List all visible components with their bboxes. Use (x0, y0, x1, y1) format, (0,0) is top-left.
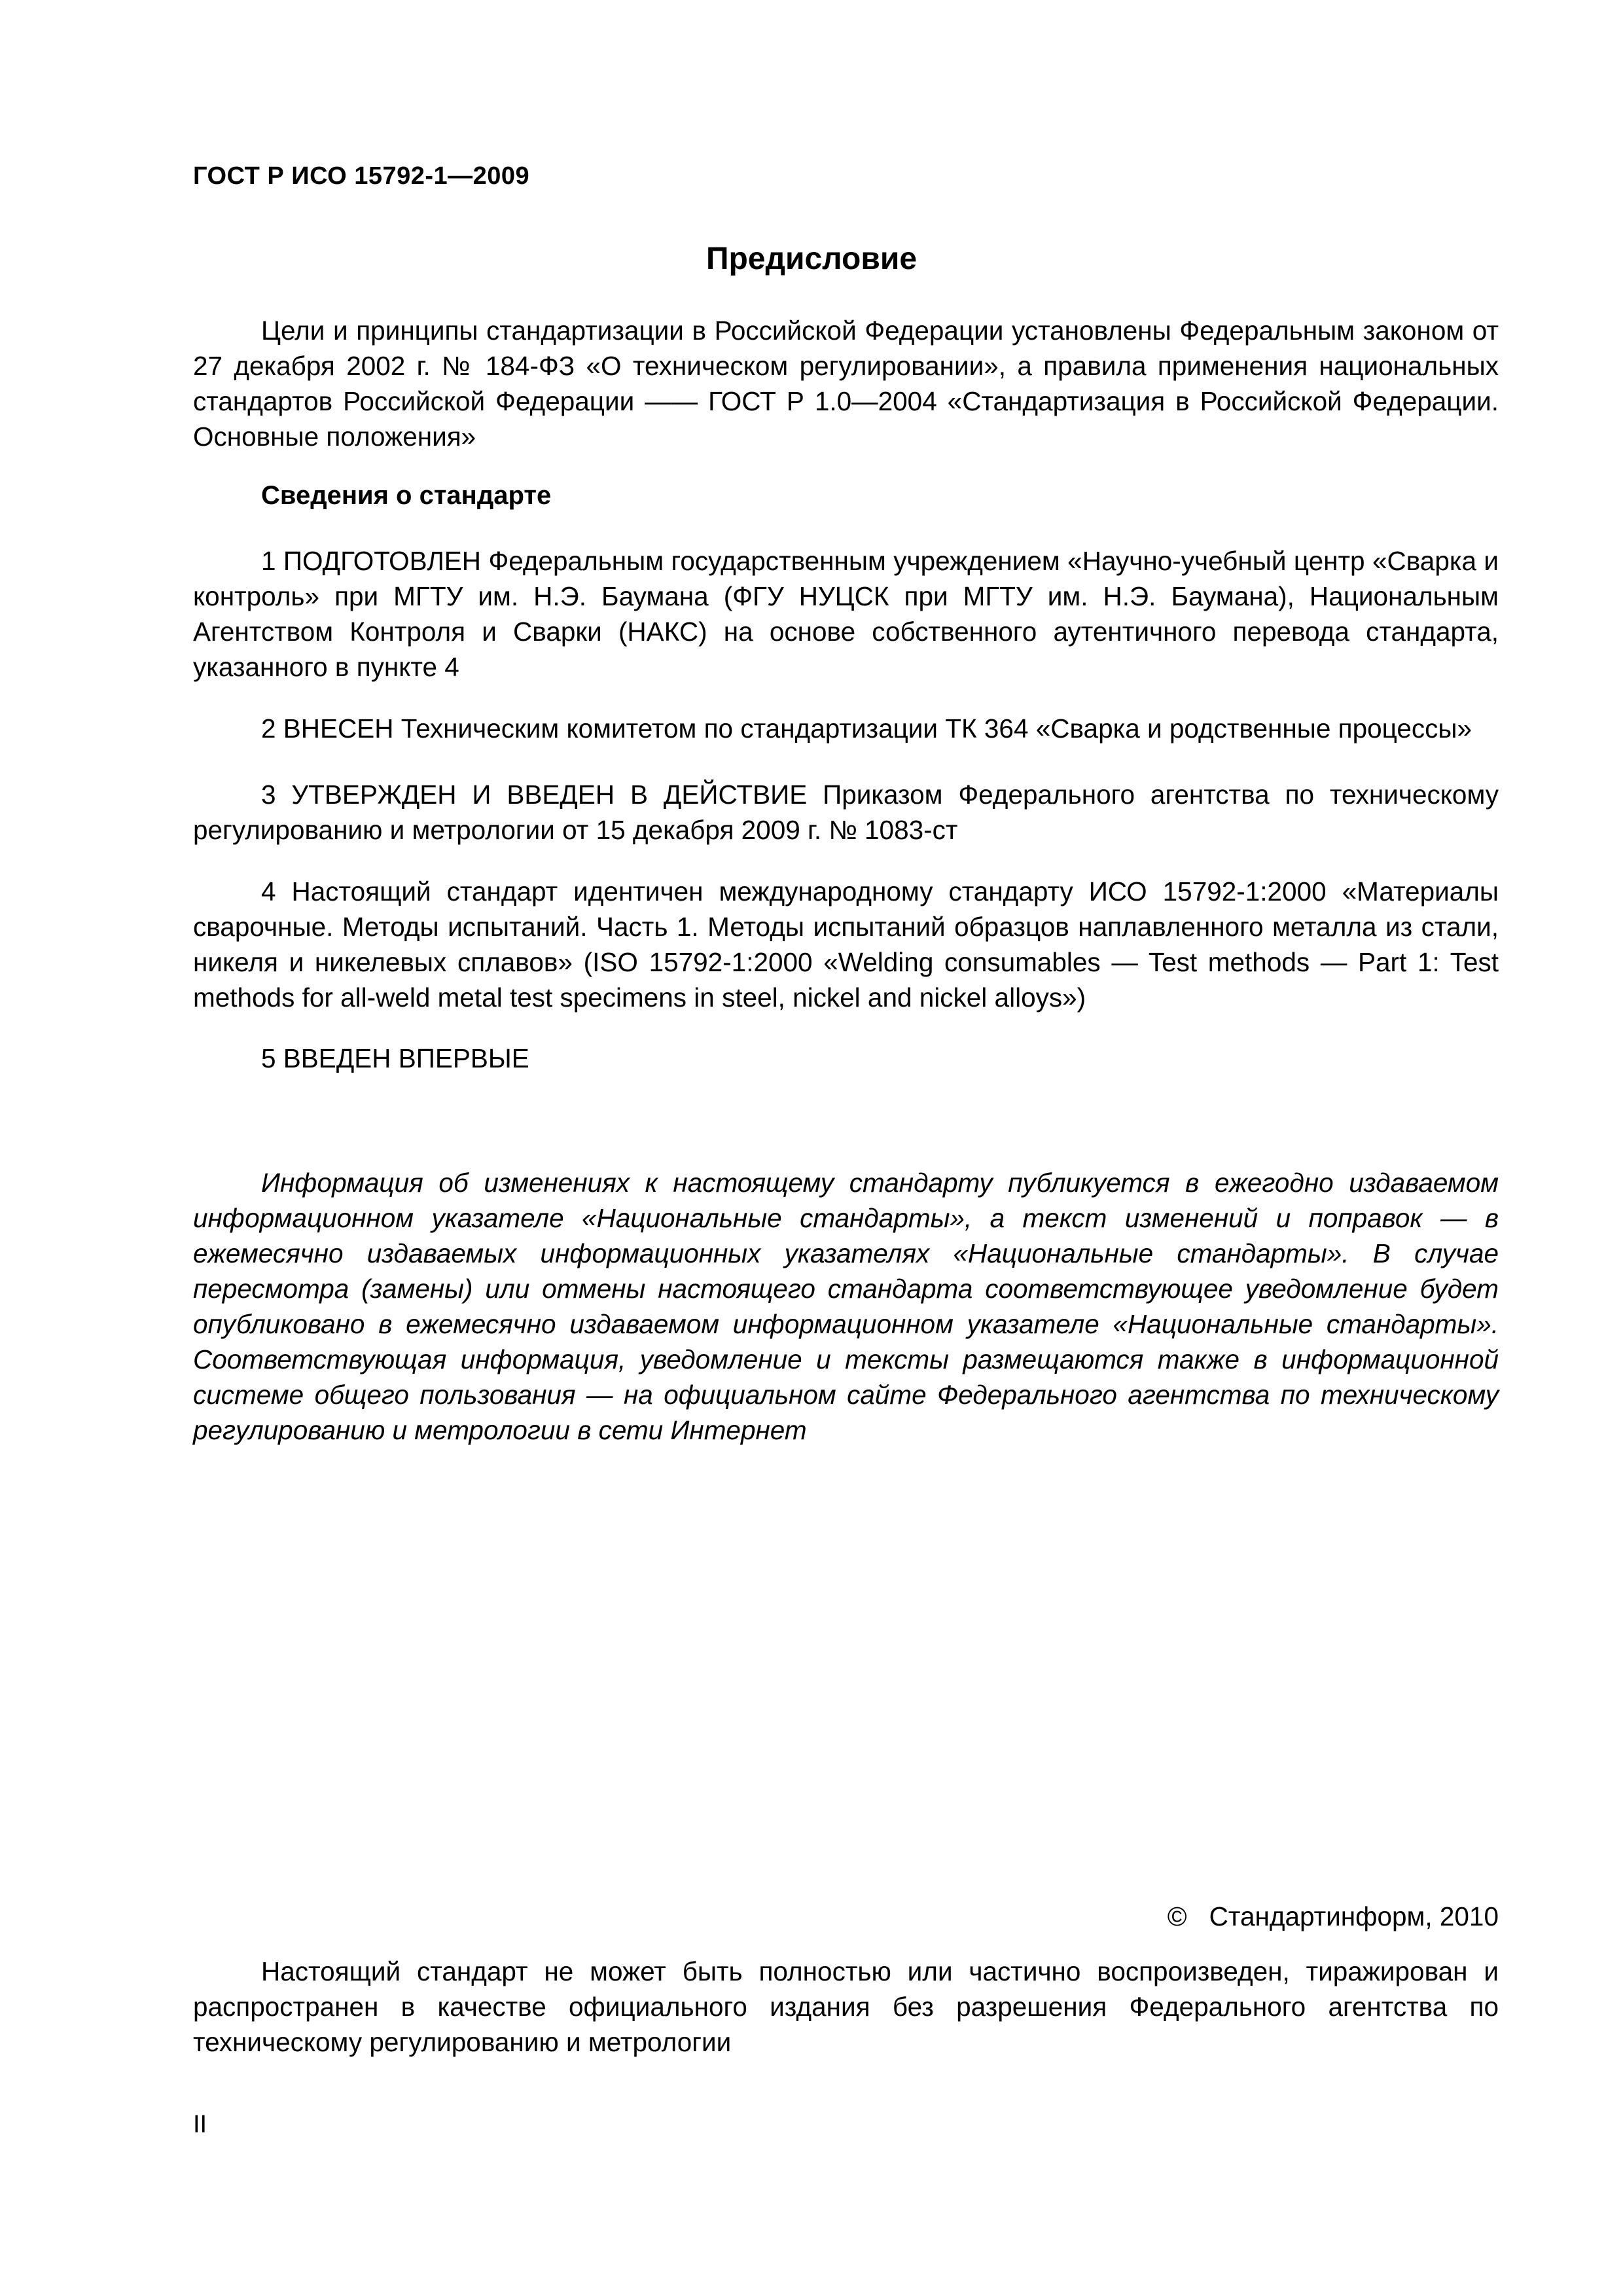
info-item-2: 2 ВНЕСЕН Техническим комитетом по стандартизации ТК 364 «Сварка и родственные процессы» (261, 713, 1472, 744)
copyright-line (1168, 1901, 1499, 1932)
page-number: II (193, 2111, 207, 2138)
document-header-code: ГОСТ Р ИСО 15792-1—2009 (193, 162, 530, 190)
page-title: Предисловие (705, 242, 918, 276)
amendments-notice: Информация об изменениях к настоящему стандарту публикуется в ежегодно издаваемом информационном указателе «Национальные стандарты», а текст изменений и поправок — в ежемесячно издаваемых информационных указателях «Национальные стандарты». В случае пересмотра (замены) или отмены настоящего стандарта соответствующее уведомление будет опубликовано в ежемесячно издаваемом информационном указателе «Национальные стандарты». Соответствующая информация, уведомление и тексты размещаются также в информационной системе общего пользования — на официальном сайте Федерального агентства по техническому регулированию и метрологии в сети Интернет (193, 1168, 1499, 1445)
info-item-3: 3 УТВЕРЖДЕН И ВВЕДЕН В ДЕЙСТВИЕ Приказом Федерального агентства по техническому регулированию и метрологии от 15 декабря 2009 г. № 1083-ст (193, 780, 1499, 845)
intro-paragraph: Цели и принципы стандартизации в Российской Федерации установлены Федеральным законом от 27 декабря 2002 г. № 184-ФЗ «О техническом регулировании», а правила применения национальных стандартов Российской Федерации —— ГОСТ Р 1.0—2004 «Стандартизация в Российской Федерации. Основные положения» (193, 315, 1499, 452)
reproduction-notice: Настоящий стандарт не может быть полностью или частично воспроизведен, тиражирован и распространен в качестве официального издания без разрешения Федерального агентства по техническому регулированию и метрологии (193, 1956, 1499, 2057)
standard-info-heading: Сведения о стандарте (261, 481, 552, 510)
info-item-5: 5 ВВЕДЕН ВПЕРВЫЕ (261, 1043, 529, 1073)
info-item-1: 1 ПОДГОТОВЛЕН Федеральным государственным учреждением «Научно-учебный центр «Сварка и контроль» при МГТУ им. Н.Э. Баумана (ФГУ НУЦСК при МГТУ им. Н.Э. Баумана), Национальным Агентством Контроля и Сварки (НАКС) на основе собственного аутентичного перевода стандарта, указанного в пункте 4 (193, 546, 1499, 682)
copyright-symbol: © (1167, 1901, 1187, 1931)
copyright-text: Стандартинформ, 2010 (1209, 1901, 1499, 1931)
info-item-4: 4 Настоящий стандарт идентичен международному стандарту ИСО 15792-1:2000 «Материалы сварочные. Методы испытаний. Часть 1. Методы испытаний образцов наплавленного металла из стали, никеля и никелевых сплавов» (ISO 15792-1:2000 «Welding consumables — Test methods — Part 1: Test methods for all-weld metal test specimens in steel, nickel and nickel alloys») (193, 876, 1499, 1013)
